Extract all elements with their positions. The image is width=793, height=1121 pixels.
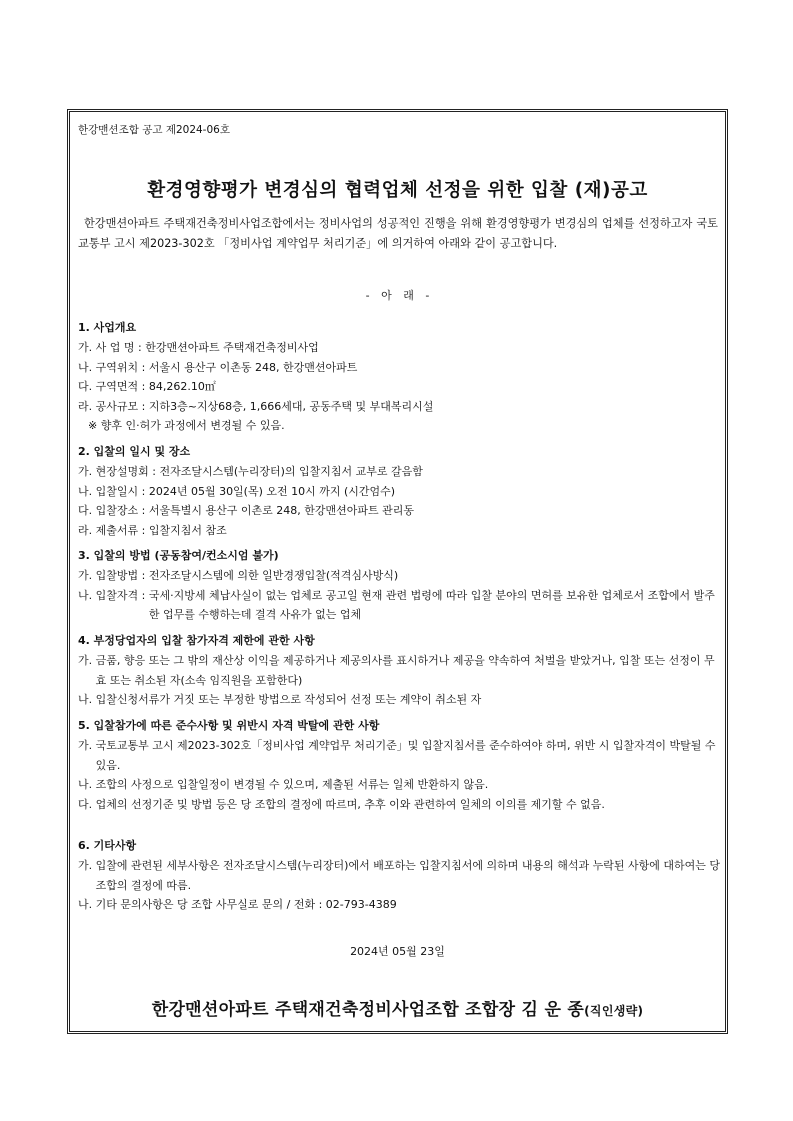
item-text: 국토교통부 고시 제2023-302호「정비사업 계약업무 처리기준」및 입찰지침서를 준수하여야 하며, 위반 시 입찰자격이 박탈될 수 있음. [95, 739, 716, 772]
item-label: 가. 현장설명회 : [78, 465, 160, 478]
list-item [78, 462, 720, 482]
section-heading: 3. 입찰의 방법 (공동참여/컨소시엄 불가) [78, 549, 279, 562]
item-text: 2024년 05월 30일(목) 오전 10시 까지 (시간엄수) [148, 484, 396, 498]
section-compliance [78, 716, 720, 814]
item-label: 라. 제출서류 : [78, 523, 149, 537]
item-text: 지하3층~지상68층, 1,666세대, 공동주택 및 부대복리시설 [148, 399, 434, 413]
item-text: 서울시 용산구 이촌동 248, 한강맨션아파트 [148, 360, 358, 374]
list-item [78, 338, 720, 358]
section-heading: 5. 입찰참가에 따른 준수사항 및 위반시 자격 박탈에 관한 사항 [78, 719, 380, 732]
section-restriction [78, 631, 720, 710]
notice-number: 한강맨션조합 공고 제2024-06호 [78, 124, 230, 136]
signature-line [67, 995, 728, 1020]
item-label: 가. 사 업 명 : [78, 341, 146, 354]
list-item [78, 651, 720, 690]
section-divider-label: - 아 래 - [365, 289, 430, 302]
item-text: 입찰지침서 참조 [148, 523, 227, 537]
item-label: 다. 입찰장소 : [78, 504, 149, 517]
list-item [78, 586, 720, 625]
item-text: 국세·지방세 체납사실이 없는 업체로 공고일 현재 관련 법령에 따라 입찰 분야의 면허를 보유한 업체로서 조합에서 발주한 업무를 수행하는데 결격 사유가 없는 업체 [148, 588, 715, 621]
note: ※ 향후 인·허가 과정에서 변경될 수 있음. [88, 419, 285, 432]
item-label: 가. [78, 739, 96, 752]
list-item [78, 795, 720, 815]
section-schedule [78, 442, 720, 540]
item-text: 입찰신청서류가 거짓 또는 부정한 방법으로 작성되어 선정 또는 계약이 취소된 자 [95, 693, 482, 706]
item-text: 전자조달시스템(누리장터)의 입찰지침서 교부로 갈음함 [159, 465, 423, 478]
section-heading: 6. 기타사항 [78, 839, 137, 852]
item-label: 나. 입찰자격 : [78, 588, 149, 602]
item-label: 나. [78, 778, 96, 791]
item-text: 전자조달시스템에 의한 일반경쟁입찰(적격심사방식) [148, 569, 399, 582]
list-item [78, 377, 720, 397]
list-item [78, 521, 720, 541]
item-label: 다. 구역면적 : [78, 380, 149, 393]
list-item [78, 775, 720, 795]
list-item [78, 856, 720, 895]
signature-text: 한강맨션아파트 주택재건축정비사업조합 조합장 김 운 종 [151, 1000, 585, 1020]
section-method [78, 546, 720, 625]
item-label: 나. 입찰일시 : [78, 484, 149, 498]
item-text: 한강맨션아파트 주택재건축정비사업 [145, 341, 319, 354]
section-heading: 2. 입찰의 일시 및 장소 [78, 445, 191, 458]
item-text: 기타 문의사항은 당 조합 사무실로 문의 / 전화 : 02-793-4389 [95, 898, 397, 911]
item-label: 가. 입찰방법 : [78, 569, 149, 582]
item-label: 다. [78, 797, 96, 811]
section-misc [78, 836, 720, 915]
item-label: 라. 공사규모 : [78, 399, 149, 413]
item-text: 서울특별시 용산구 이촌로 248, 한강맨션아파트 관리동 [148, 504, 414, 517]
list-item [78, 482, 720, 502]
item-label: 나. [78, 898, 96, 911]
list-item [78, 690, 720, 710]
intro-paragraph: 한강맨션아파트 주택재건축정비사업조합에서는 정비사업의 성공적인 진행을 위해 환경영향평가 변경심의 업체를 선정하고자 국토교통부 고시 제2023-302호 「정비사업 계약업무 처리기준」에 의거하여 아래와 같이 공고합니다. [78, 217, 718, 250]
item-label: 가. [78, 654, 96, 667]
list-item [78, 501, 720, 521]
list-item [78, 397, 720, 417]
item-text: 업체의 선정기준 및 방법 등은 당 조합의 결정에 따르며, 추후 이와 관련하여 일체의 이의를 제기할 수 없음. [95, 797, 605, 811]
seal-omitted-note: (직인생략) [584, 1004, 644, 1018]
item-text: 금품, 향응 또는 그 밖의 재산상 이익을 제공하거나 제공의사를 표시하거나 제공을 약속하여 처벌을 받았거나, 입찰 또는 선정이 무효 또는 취소된 자(소속 임직원을 포함한다) [95, 654, 715, 687]
item-text: 조합의 사정으로 입찰일정이 변경될 수 있으며, 제출된 서류는 일체 반환하지 않음. [95, 778, 489, 791]
item-text: 입찰에 관련된 세부사항은 전자조달시스템(누리장터)에서 배포하는 입찰지침서에 의하며 내용의 해석과 누락된 사항에 대하여는 당 조합의 결정에 따름. [95, 859, 720, 892]
section-heading: 1. 사업개요 [78, 321, 137, 334]
item-label: 가. [78, 859, 96, 872]
notice-date: 2024년 05월 23일 [350, 945, 445, 958]
list-item [78, 895, 720, 915]
section-heading: 4. 부정당업자의 입찰 참가자격 제한에 관한 사항 [78, 634, 315, 647]
item-label: 나. [78, 693, 96, 706]
item-text: 84,262.10㎡ [148, 380, 216, 393]
item-label: 나. 구역위치 : [78, 360, 149, 374]
list-item [78, 358, 720, 378]
list-item [78, 736, 720, 775]
section-overview [78, 318, 720, 436]
list-item [78, 566, 720, 586]
page-title: 환경영향평가 변경심의 협력업체 선정을 위한 입찰 (재)공고 [147, 180, 648, 201]
